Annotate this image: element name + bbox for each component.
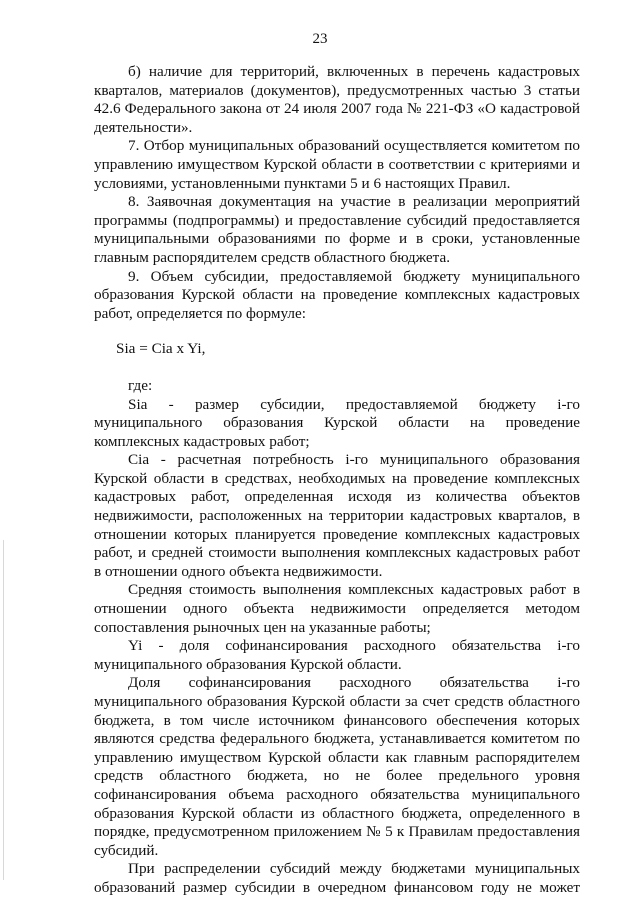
paragraph-item-b: б) наличие для территорий, включенных в перечень кадастровых кварталов, материалов (документов), предусмотренных частью 3 статьи 42.6 Федерального закона от 24 июля 2007 года № 221-ФЗ «О кадастровой деятельности». [94, 63, 580, 136]
average-cost-paragraph: Средняя стоимость выполнения комплексных кадастровых работ в отношении одного объекта недвижимости определяется методом сопоставления рыночных цен на указанные работы; [94, 581, 580, 636]
paragraph-8: 8. Заявочная документация на участие в реализации мероприятий программы (подпрограммы) и предоставление субсидий предоставляется муниципальными образованиями по форме и в сроки, установленные главным распорядителем средств областного бюджета. [94, 193, 580, 266]
distribution-paragraph: При распределении субсидий между бюджетами муниципальных образований размер субсидии в очередном финансовом году не может [94, 860, 580, 896]
definition-sia: Sia - размер субсидии, предоставляемой бюджету i-го муниципального образования Курской области на проведение комплексных кадастровых работ; [94, 395, 580, 450]
where-label: где: [128, 376, 153, 394]
document-body [94, 63, 580, 898]
paragraph-7: 7. Отбор муниципальных образований осуществляется комитетом по управлению имуществом Курской области в соответствии с критериями и условиями, установленными пунктами 5 и 6 настоящих Правил. [94, 137, 580, 192]
scan-edge-divider [3, 540, 4, 880]
paragraph-9: 9. Объем субсидии, предоставляемой бюджету муниципального образования Курской области на проведение комплексных кадастровых работ, определяется по формуле: [94, 267, 580, 322]
formula: Sia = Cia x Yi, [116, 340, 206, 358]
definition-yi: Yi - доля софинансирования расходного обязательства i-го муниципального образования Курской области. [94, 637, 580, 673]
page-number: 23 [312, 31, 328, 47]
definition-cia: Cia - расчетная потребность i-го муниципального образования Курской области в средствах, необходимых на проведение комплексных кадастровых работ, определенная исходя из количества объектов недвижимости, расположенных на территории кадастровых кварталов, в отношении которых планируется проведение комплексных кадастровых работ, и средней стоимости выполнения комплексных кадастровых работ в отношении одного объекта недвижимости. [94, 451, 580, 580]
cofinancing-share-paragraph: Доля софинансирования расходного обязательства i-го муниципального образования Курской области за счет средств областного бюджета, в том числе источником финансового обеспечения которых являются средства федерального бюджета, устанавливается комитетом по управлению имуществом Курской области как главным распорядителем средств областного бюджета, но не более предельного уровня софинансирования объема расходного обязательства муниципального образования Курской области из областного бюджета, определенного в порядке, предусмотренном приложением № 5 к Правилам предоставления субсидий. [94, 674, 580, 859]
